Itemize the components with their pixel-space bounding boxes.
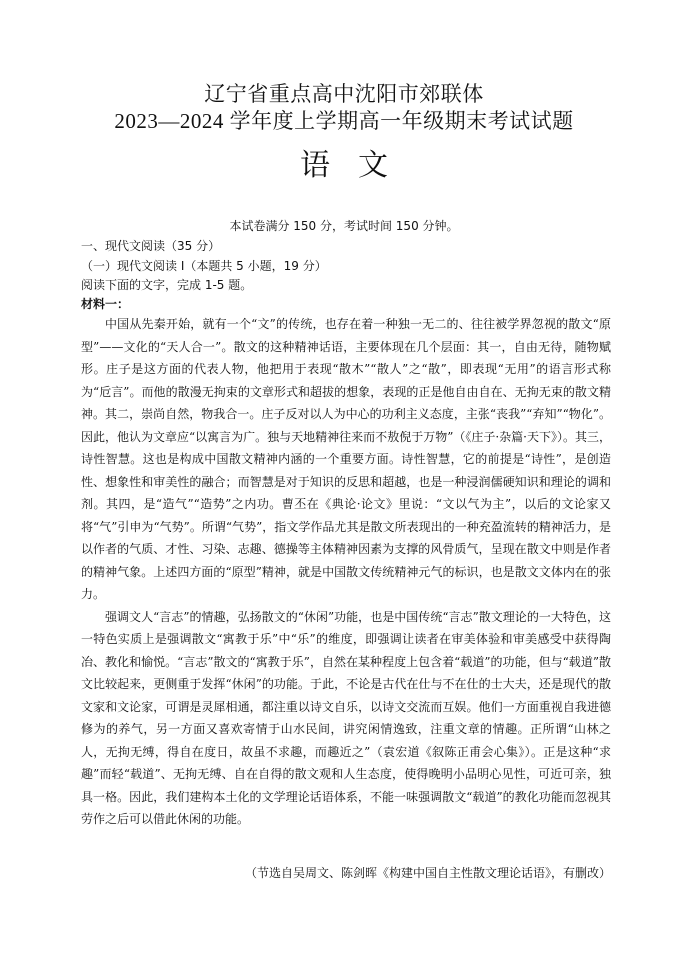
subject-title: 语文 [300,149,416,182]
material-label: 材料一： [81,297,130,311]
subsection-heading: （一）现代文阅读 I（本题共 5 小题，19 分） [81,259,327,273]
passage-source: （节选自吴周文、陈剑晖《构建中国自主性散文理论话语》，有删改） [244,866,611,880]
instruction-text: 阅读下面的文字，完成 1-5 题。 [81,278,253,292]
exam-info: 本试卷满分 150 分，考试时间 150 分钟。 [229,219,459,233]
passage-paragraph: 中国从先秦开始，就有一个“文”的传统，也存在着一种独一无二的、往往被学界忽视的散文“原型”——文化的“天人合一”。散文的这种精神话语，主要体现在几个层面：其一，自由无待，随物赋形。庄子是这方面的代表人物，他把用于表现“散木”“散人”之“散”，即表现“无用”的语言形式称为“卮言”。而他的散漫无拘束的文章形式和超拔的想象，表现的正是他自由自在、无拘无束的散文精神。其二，崇尚自然，物我合一。庄子反对以人为中心的功利主义态度，主张“丧我”“弃知”“物化”。因此，他认为文章应“以寓言为广。独与天地精神往来而不敖倪于万物”（《庄子·杂篇·天下》）。其三，诗性智慧。这也是构成中国散文精神内涵的一个重要方面。诗性智慧，它的前提是“诗性”，是创造性、想象性和审美性的融合；而智慧是对于知识的反思和超越，也是一种浸润儒硬知识和理论的调和剂。其四，是“造气”“造势”之内功。曹丕在《典论·论文》里说：“文以气为主”，以后的文论家又将“气”引申为“气势”。所谓“气势”，指文学作品尤其是散文所表现出的一种充盈流转的精神活力，是以作者的气质、才性、习染、志趣、德操等主体精神因素为支撑的风骨质气，呈现在散文中则是作者的精神气象。上述四方面的“原型”精神，就是中国散文传统精神元气的标识，也是散文文体内在的张力。 [81,317,611,601]
exam-title-line2: 2023—2024 学年度上学期高一年级期末考试试题 [114,109,574,133]
passage-body [81,313,611,831]
section-heading: 一、现代文阅读（35 分） [81,239,221,253]
exam-title-line1: 辽宁省重点高中沈阳市郊联体 [204,82,484,106]
passage-paragraph: 强调文人“言志”的情趣，弘扬散文的“休闲”功能，也是中国传统“言志”散文理论的一大特色，这一特色实质上是强调散文“寓教于乐”中“乐”的维度，即强调让读者在审美体验和审美感受中获得陶冶、教化和愉悦。“言志”散文的“寓教于乐”，自然在某种程度上包含着“载道”的功能，但与“载道”散文比较起来，更侧重于发挥“休闲”的功能。于此，不论是古代在仕与不在仕的士大夫，还是现代的散文家和文论家，可谓是灵犀相通，都注重以诗文自乐，以诗文交流而互娱。他们一方面重视自我进德修为的养气，另一方面又喜欢寄情于山水民间，讲究闲情逸致，注重文章的情趣。正所谓“山林之人，无拘无缚，得自在度日，故虽不求趣，而趣近之”（袁宏道《叙陈正甫会心集》）。正是这种“求趣”而轻“载道”、无拘无缚、自在自得的散文观和人生态度，使得晚明小品明心见性，可近可亲，独具一格。因此，我们建构本土化的文学理论话语体系，不能一味强调散文“载道”的教化功能而忽视其劳作之后可以借此休闲的功能。 [81,609,611,826]
